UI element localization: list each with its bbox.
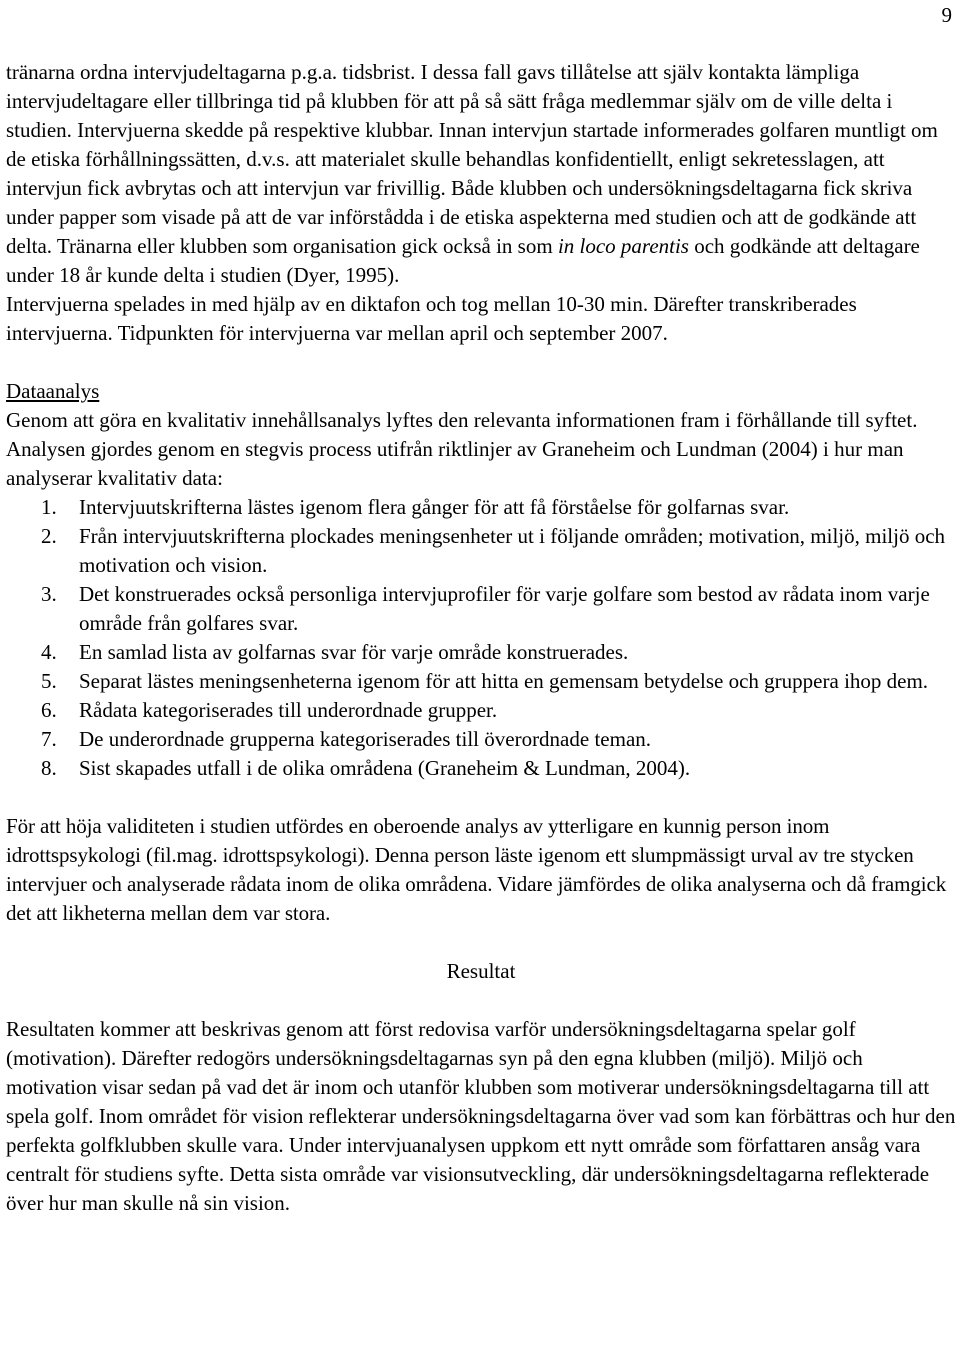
- list-item-number: 2.: [41, 524, 57, 548]
- list-item-text: Separat lästes meningsenheterna igenom för att hitta en gemensam betydelse och gruppera ihop dem.: [79, 669, 929, 693]
- page-number: 9: [941, 3, 952, 27]
- list-item: [6, 522, 956, 580]
- section-heading-resultat: Resultat: [446, 959, 516, 983]
- list-item-text: De underordnade grupperna kategoriserades till överordnade teman.: [79, 727, 652, 751]
- analysis-steps-list: [6, 493, 956, 783]
- method-text-part-2: och godkände att deltagare under 18 år kunde delta i studien (Dyer, 1995).: [6, 234, 920, 287]
- list-item: [6, 725, 956, 754]
- list-item: [6, 493, 956, 522]
- latin-term: in loco parentis: [557, 234, 689, 258]
- blank-line: [6, 986, 956, 1015]
- list-item: [6, 580, 956, 638]
- list-item-text: Från intervjuutskrifterna plockades meningsenheter ut i följande områden; motivation, miljö, miljö och motivation och vision.: [79, 524, 946, 577]
- validity-paragraph: För att höja validiteten i studien utfördes en oberoende analys av ytterligare en kunnig person inom idrottspsykologi (fil.mag. idrottspsykologi). Denna person läste igenom ett slumpmässigt urval av tre stycken intervjuer och analyserade rådata inom de olika områdena. Vidare jämfördes de olika analyserna och då framgick det att likheterna mellan dem var stora.: [6, 814, 947, 925]
- list-item-text: Rådata kategoriserades till underordnade grupper.: [79, 698, 498, 722]
- list-item-text: Sist skapades utfall i de olika områdena (Graneheim & Lundman, 2004).: [79, 756, 691, 780]
- list-item: [6, 638, 956, 667]
- method-paragraph: [6, 58, 956, 290]
- list-item-number: 8.: [41, 756, 57, 780]
- list-item-number: 6.: [41, 698, 57, 722]
- blank-line: [6, 928, 956, 957]
- list-item-text: Det konstruerades också personliga intervjuprofiler för varje golfare som bestod av rådata inom varje område från golfares svar.: [79, 582, 930, 635]
- results-paragraph: Resultaten kommer att beskrivas genom att först redovisa varför undersökningsdeltagarna spelar golf (motivation). Därefter redogörs undersökningsdeltagarnas syn på den egna klubben (miljö). Miljö och motivation visar sedan på vad det är inom och utanför klubben som motiverar undersökningsdeltagarna till att spela golf. Inom området för vision reflekterar undersökningsdeltagarna över vad som kan förbättras och hur den perfekta golfklubben skulle vara. Under intervjuanalysen uppkom ett nytt område som författaren ansåg vara centralt för studiens syfte. Detta sista område var visionsutveckling, där undersökningsdeltagarna reflekterade över hur man skulle nå sin vision.: [6, 1017, 956, 1215]
- document-body: [6, 58, 956, 1218]
- blank-line: [6, 783, 956, 812]
- recording-paragraph: Intervjuerna spelades in med hjälp av en diktafon och tog mellan 10-30 min. Därefter transkriberades intervjuerna. Tidpunkten för intervjuerna var mellan april och september 2007.: [6, 292, 857, 345]
- list-item-number: 7.: [41, 727, 57, 751]
- list-item-text: En samlad lista av golfarnas svar för varje område konstruerades.: [79, 640, 629, 664]
- list-item-text: Intervjuutskrifterna lästes igenom flera gånger för att få förståelse för golfarnas svar.: [79, 495, 790, 519]
- list-item-number: 3.: [41, 582, 57, 606]
- list-item: [6, 696, 956, 725]
- list-item-number: 5.: [41, 669, 57, 693]
- list-item-number: 1.: [41, 495, 57, 519]
- list-item-number: 4.: [41, 640, 57, 664]
- analysis-intro-paragraph: Genom att göra en kvalitativ innehållsanalys lyftes den relevanta informationen fram i förhållande till syftet. Analysen gjordes genom en stegvis process utifrån riktlinjer av Graneheim och Lundman (2004) i hur man analyserar kvalitativ data:: [6, 408, 918, 490]
- section-heading-dataanalys: Dataanalys: [6, 379, 100, 403]
- list-item: [6, 754, 956, 783]
- blank-line: [6, 348, 956, 377]
- method-text-part-1: tränarna ordna intervjudeltagarna p.g.a. tidsbrist. I dessa fall gavs tillåtelse att själv kontakta lämpliga intervjudeltagare eller tillbringa tid på klubben för att på så sätt fråga medlemmar själv om de ville delta i studien. Intervjuerna skedde på respektive klubbar. Innan intervjun startade informerades golfaren muntligt om de etiska förhållningssätten, d.v.s. att materialet skulle behandlas konfidentiellt, enligt sekretesslagen, att intervjun fick avbrytas och att intervjun var frivillig. Både klubben och undersökningsdeltagarna fick skriva under papper som visade på att de var införstådda i de etiska aspekterna med studien och att de godkände att delta. Tränarna eller klubben som organisation gick också in som: [6, 60, 938, 258]
- list-item: [6, 667, 956, 696]
